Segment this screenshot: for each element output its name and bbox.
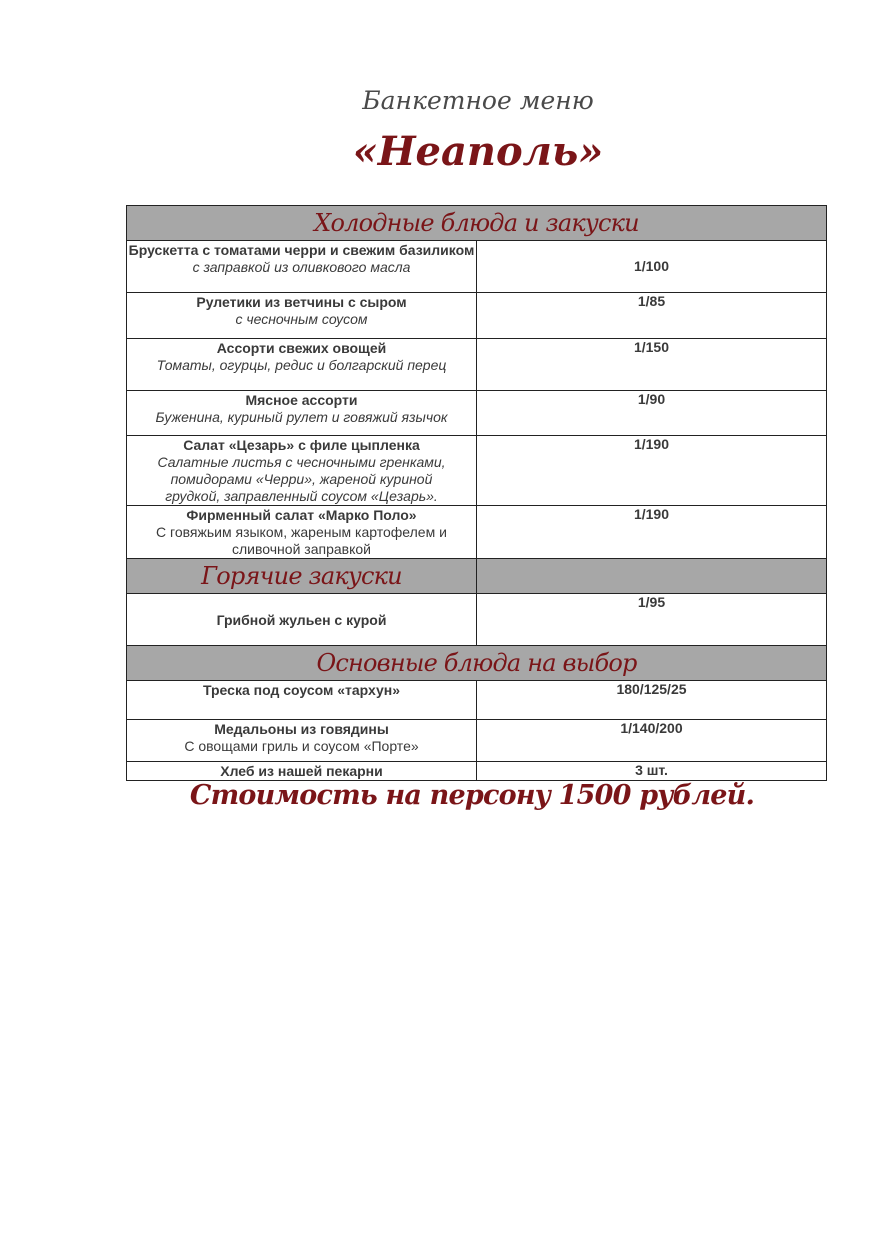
dish-weight: 1/90	[477, 391, 827, 436]
dish-weight: 180/125/25	[477, 681, 827, 720]
section-header-main	[127, 646, 827, 681]
menu-row	[127, 594, 827, 646]
menu-item-cell	[127, 391, 477, 436]
dish-name: Мясное ассорти	[245, 392, 358, 408]
dish-name: Рулетики из ветчины с сыром	[196, 294, 407, 310]
dish-weight: 1/85	[477, 293, 827, 339]
menu-row	[127, 762, 827, 781]
dish-weight: 1/190	[477, 436, 827, 506]
dish-description: С овощами гриль и соусом «Порте»	[184, 738, 419, 754]
dish-weight: 1/140/200	[477, 720, 827, 762]
menu-row	[127, 681, 827, 720]
section-title-spacer	[477, 559, 827, 594]
menu-item-cell	[127, 762, 477, 781]
menu-row	[127, 720, 827, 762]
menu-table	[126, 205, 827, 781]
dish-name: Ассорти свежих овощей	[216, 340, 387, 356]
menu-row	[127, 391, 827, 436]
menu-item-cell	[127, 241, 477, 293]
menu-item-cell	[127, 681, 477, 720]
price-per-person: Стоимость на персону 1500 рублей.	[189, 780, 755, 811]
menu-title: «Неаполь»	[352, 128, 604, 175]
dish-name: Грибной жульен с курой	[216, 611, 387, 628]
menu-row	[127, 293, 827, 339]
dish-name: Треска под соусом «тархун»	[202, 682, 400, 698]
dish-description: Томаты, огурцы, редис и болгарский перец	[156, 357, 447, 373]
dish-weight: 1/150	[477, 339, 827, 391]
menu-item-cell	[127, 720, 477, 762]
dish-description: Салатные листья с чесночными гренками, помидорами «Черри», жареной куриной грудкой, заправленный соусом «Цезарь».	[157, 454, 446, 504]
dish-weight: 3 шт.	[477, 762, 827, 781]
menu-item-cell	[127, 594, 477, 646]
dish-description: с заправкой из оливкового масла	[192, 259, 411, 275]
dish-description: Буженина, куриный рулет и говяжий язычок	[155, 409, 448, 425]
menu-row	[127, 241, 827, 293]
dish-name: Фирменный салат «Марко Поло»	[186, 507, 417, 523]
dish-name: Медальоны из говядины	[214, 721, 389, 737]
section-title: Горячие закуски	[127, 559, 477, 594]
dish-name: Хлеб из нашей пекарни	[220, 763, 383, 779]
section-title: Основные блюда на выбор	[127, 646, 827, 681]
menu-item-cell	[127, 436, 477, 506]
dish-description: С говяжьим языком, жареным картофелем и сливочной заправкой	[156, 524, 447, 557]
menu-row	[127, 339, 827, 391]
section-header-hot	[127, 559, 827, 594]
dish-name: Брускетта с томатами черри и свежим базиликом	[128, 242, 475, 258]
dish-name: Салат «Цезарь» с филе цыпленка	[183, 437, 420, 453]
dish-weight-value: 1/100	[633, 258, 670, 274]
section-header-cold	[127, 206, 827, 241]
menu-item-cell	[127, 339, 477, 391]
menu-item-cell	[127, 506, 477, 559]
dish-description: с чесночным соусом	[235, 311, 368, 327]
section-title: Холодные блюда и закуски	[127, 206, 827, 241]
menu-item-cell	[127, 293, 477, 339]
menu-subtitle: Банкетное меню	[362, 86, 594, 115]
dish-weight: 1/190	[477, 506, 827, 559]
menu-row	[127, 506, 827, 559]
menu-row	[127, 436, 827, 506]
dish-weight	[477, 241, 827, 293]
dish-weight: 1/95	[477, 594, 827, 646]
